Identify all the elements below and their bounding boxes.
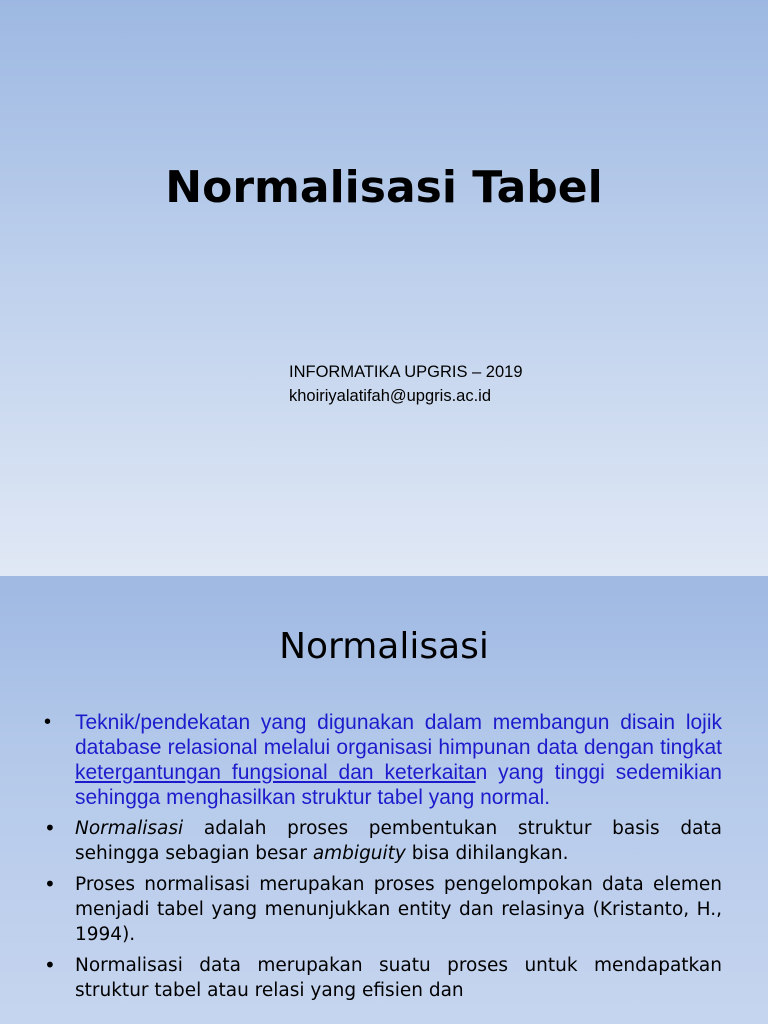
bullet-dot-icon: • bbox=[44, 816, 56, 840]
bullet-text: bisa dihilangkan. bbox=[405, 843, 569, 864]
subtitle-affiliation: INFORMATIKA UPGRIS – 2019 bbox=[289, 363, 523, 381]
content-slide-title: Normalisasi bbox=[279, 626, 489, 667]
slide-subtitle bbox=[289, 360, 523, 408]
bullet-dot-icon: • bbox=[44, 872, 56, 896]
bullet-item bbox=[44, 872, 722, 947]
bullet-text: n yang tinggi sedemikian sehingga menghasilkan struktur tabel yang normal. bbox=[75, 761, 722, 809]
bullet-list bbox=[44, 710, 722, 1009]
slide-title: Normalisasi Tabel bbox=[165, 162, 603, 213]
bullet-item bbox=[44, 953, 722, 1003]
bullet-text: Teknik/pendekatan yang digunakan dalam membangun disain lojik database relasional melalui organisasi himpunan data dengan tingkat bbox=[75, 711, 722, 759]
bullet-dot-icon: • bbox=[44, 953, 56, 977]
bullet-item bbox=[44, 816, 722, 866]
bullet-dot-icon: • bbox=[44, 711, 52, 733]
bullet-text: Proses normalisasi merupakan proses pengelompokan data elemen menjadi tabel yang menunjukkan entity dan relasinya (Kristanto, H., 1994). bbox=[75, 874, 722, 945]
bullet-item bbox=[44, 710, 722, 810]
bullet-text: Normalisasi data merupakan suatu proses untuk mendapatkan struktur tabel atau relasi yang efisien dan bbox=[75, 955, 722, 1001]
content-slide bbox=[0, 576, 768, 1024]
italic-term: Normalisasi bbox=[75, 818, 184, 839]
underlined-term-link[interactable]: ketergantungan fungsional dan keterkaita bbox=[75, 761, 476, 784]
subtitle-email: khoiriyalatifah@upgris.ac.id bbox=[289, 387, 492, 405]
italic-term: ambiguity bbox=[312, 843, 406, 864]
bullet-text: adalah proses pembentukan struktur basis data sehingga sebagian besar bbox=[75, 818, 722, 864]
